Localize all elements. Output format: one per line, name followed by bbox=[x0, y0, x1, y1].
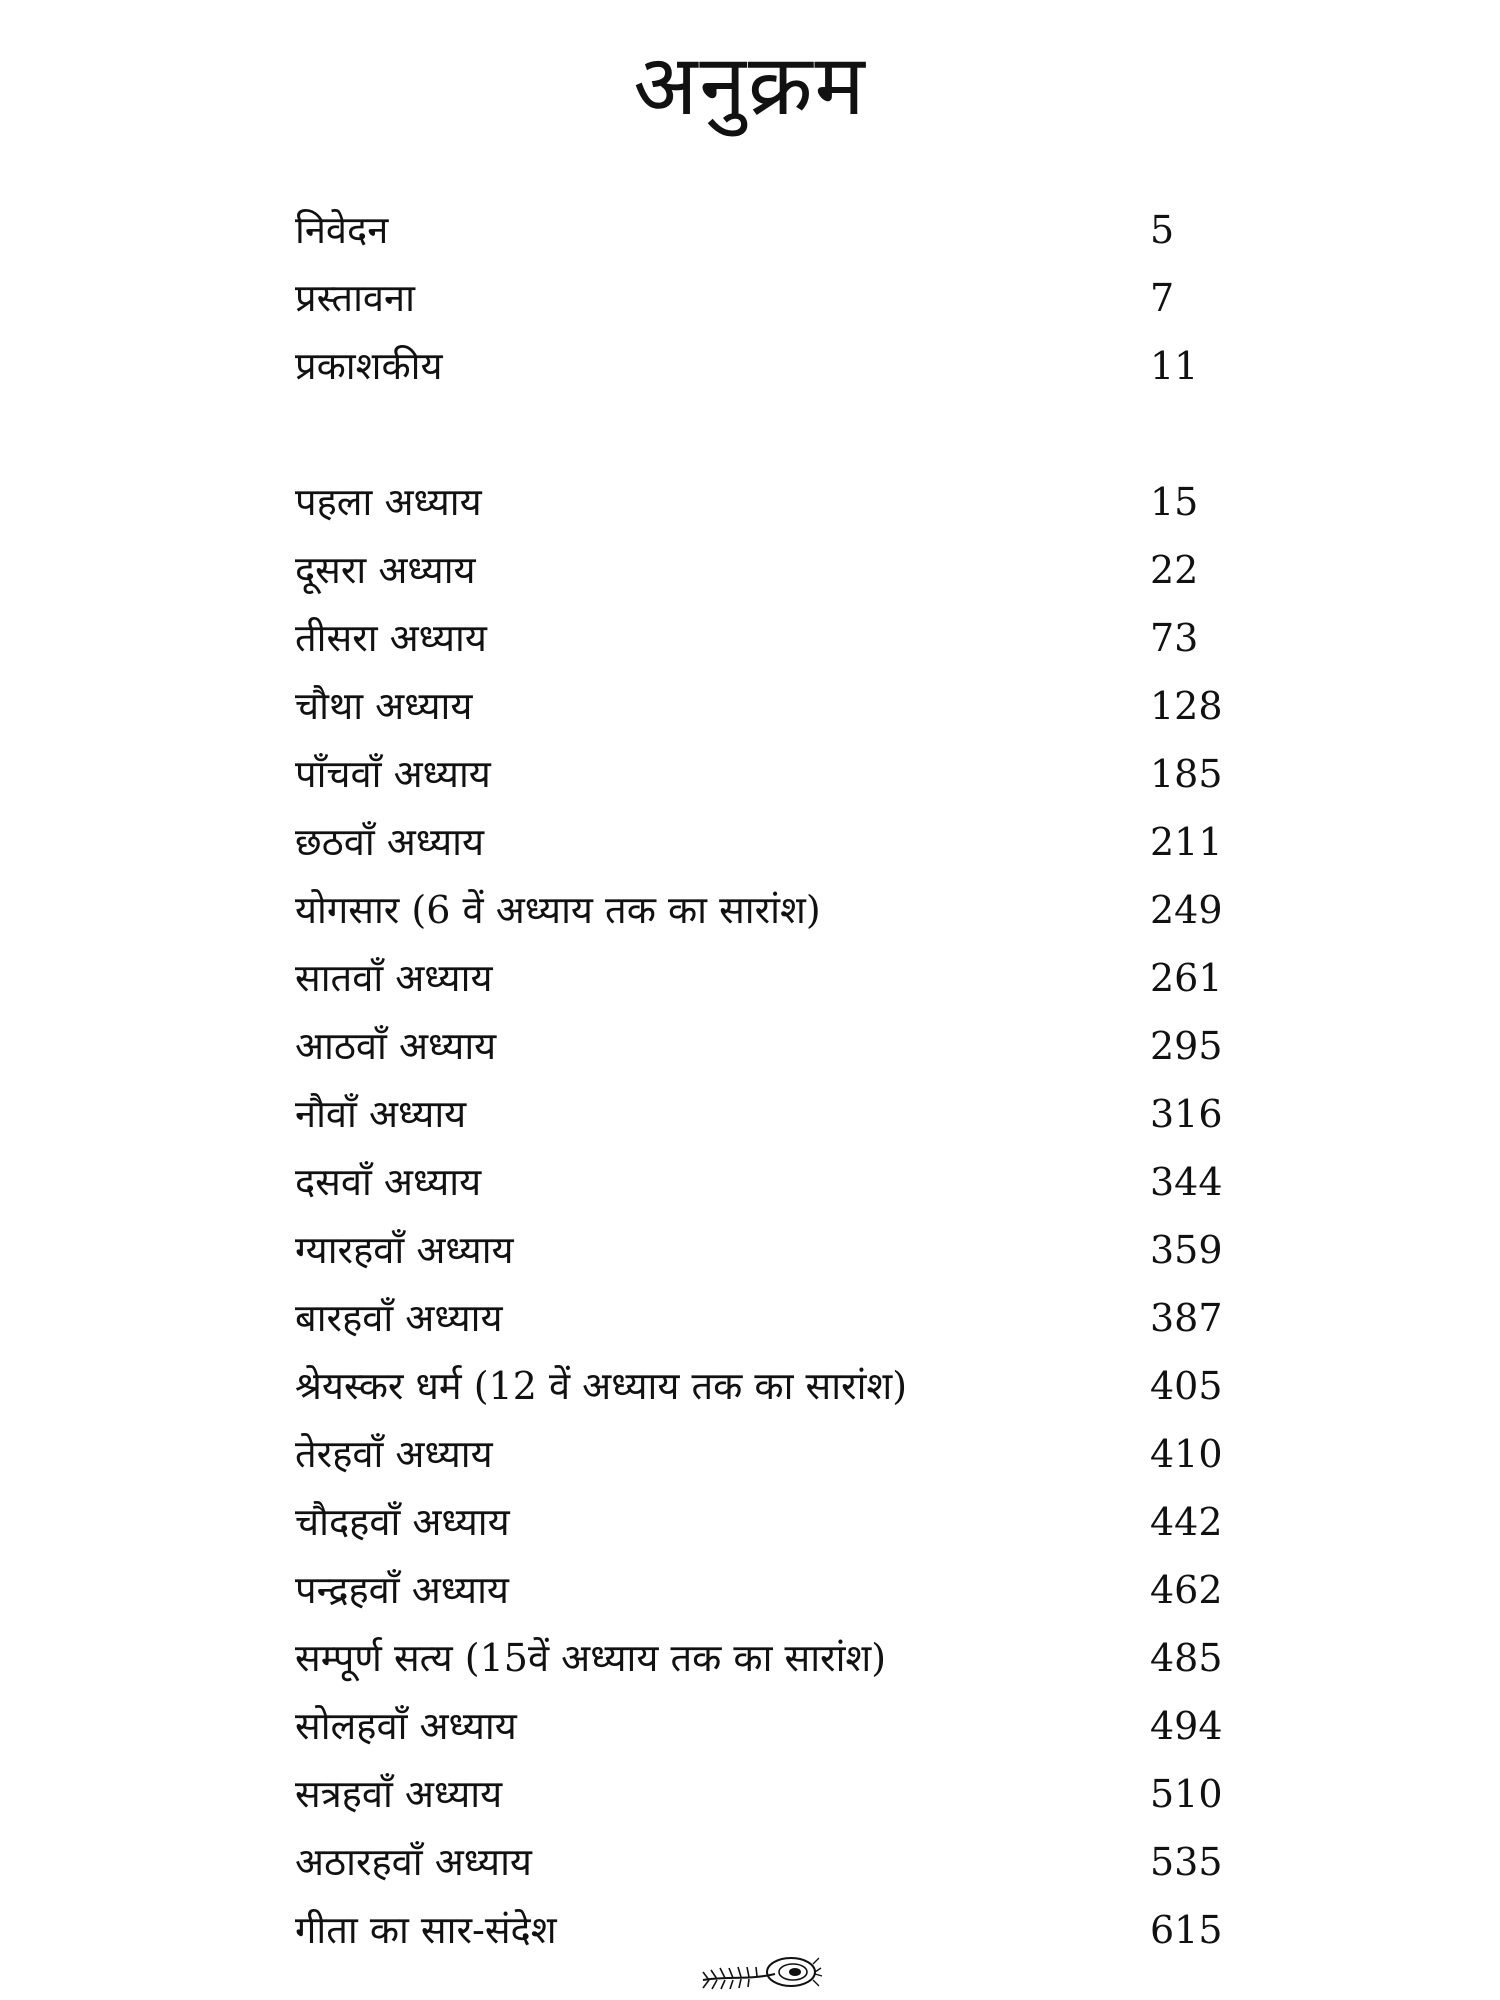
toc-entry-page-number: 344 bbox=[1150, 1160, 1223, 1204]
toc-entry-page-number: 410 bbox=[1150, 1432, 1223, 1476]
toc-entry-title: सातवाँ अध्याय bbox=[295, 956, 493, 1000]
toc-entry bbox=[295, 332, 1255, 400]
toc-entry-title: पाँचवाँ अध्याय bbox=[295, 752, 491, 796]
toc-entry-page-number: 494 bbox=[1150, 1704, 1223, 1748]
toc-entry bbox=[295, 944, 1255, 1012]
toc-entry bbox=[295, 1692, 1255, 1760]
toc-entry-title: आठवाँ अध्याय bbox=[295, 1024, 497, 1068]
toc-entry bbox=[295, 1148, 1255, 1216]
toc-entry-title: तेरहवाँ अध्याय bbox=[295, 1432, 493, 1476]
toc-entry-page-number: 405 bbox=[1150, 1364, 1223, 1408]
toc-entry-page-number: 22 bbox=[1150, 548, 1199, 592]
toc-entry-title: चौथा अध्याय bbox=[295, 684, 473, 728]
toc-entry-title: अठारहवाँ अध्याय bbox=[295, 1840, 532, 1884]
toc-entry-title: बारहवाँ अध्याय bbox=[295, 1296, 503, 1340]
toc-entry-page-number: 295 bbox=[1150, 1024, 1223, 1068]
toc-entry-title: सोलहवाँ अध्याय bbox=[295, 1704, 517, 1748]
toc-entry-title: निवेदन bbox=[295, 208, 389, 252]
toc-entry-title: तीसरा अध्याय bbox=[295, 616, 487, 660]
table-of-contents bbox=[295, 0, 1255, 2000]
toc-entry bbox=[295, 1488, 1255, 1556]
toc-entry bbox=[295, 1080, 1255, 1148]
toc-entry bbox=[295, 672, 1255, 740]
toc-entry-page-number: 442 bbox=[1150, 1500, 1223, 1544]
toc-entry-page-number: 485 bbox=[1150, 1636, 1223, 1680]
toc-entry-page-number: 15 bbox=[1150, 480, 1199, 524]
toc-entry-page-number: 5 bbox=[1150, 208, 1175, 252]
front-matter-list bbox=[295, 196, 1255, 400]
toc-entry bbox=[295, 604, 1255, 672]
toc-entry bbox=[295, 1624, 1255, 1692]
toc-entry-page-number: 211 bbox=[1150, 820, 1223, 864]
toc-entry-title: दूसरा अध्याय bbox=[295, 548, 476, 592]
toc-entry bbox=[295, 536, 1255, 604]
toc-entry bbox=[295, 1012, 1255, 1080]
toc-entry-title: पन्द्रहवाँ अध्याय bbox=[295, 1568, 509, 1612]
toc-entry bbox=[295, 468, 1255, 536]
toc-entry-page-number: 387 bbox=[1150, 1296, 1223, 1340]
toc-entry bbox=[295, 808, 1255, 876]
toc-entry bbox=[295, 876, 1255, 944]
toc-entry-page-number: 249 bbox=[1150, 888, 1223, 932]
toc-entry-title: छठवाँ अध्याय bbox=[295, 820, 485, 864]
toc-entry bbox=[295, 1352, 1255, 1420]
page-title: अनुक्रम bbox=[633, 36, 867, 134]
toc-entry bbox=[295, 196, 1255, 264]
toc-entry-page-number: 316 bbox=[1150, 1092, 1223, 1136]
toc-entry-page-number: 359 bbox=[1150, 1228, 1223, 1272]
toc-entry bbox=[295, 1760, 1255, 1828]
toc-entry-page-number: 7 bbox=[1150, 276, 1175, 320]
toc-entry bbox=[295, 264, 1255, 332]
toc-entry bbox=[295, 1828, 1255, 1896]
toc-entry-title: सम्पूर्ण सत्य (15वें अध्याय तक का सारांश) bbox=[295, 1636, 887, 1680]
toc-entry-title: श्रेयस्कर धर्म (12 वें अध्याय तक का सारांश) bbox=[295, 1364, 908, 1408]
toc-entry-title: प्रस्तावना bbox=[295, 276, 415, 320]
toc-entry-page-number: 261 bbox=[1150, 956, 1223, 1000]
peacock-feather-icon bbox=[695, 1950, 825, 1994]
toc-entry-title: चौदहवाँ अध्याय bbox=[295, 1500, 510, 1544]
toc-entry-title: नौवाँ अध्याय bbox=[295, 1092, 467, 1136]
toc-entry-page-number: 535 bbox=[1150, 1840, 1223, 1884]
chapter-list bbox=[295, 468, 1255, 1964]
toc-entry bbox=[295, 1216, 1255, 1284]
toc-entry-title: दसवाँ अध्याय bbox=[295, 1160, 482, 1204]
toc-entry-title: प्रकाशकीय bbox=[295, 344, 443, 388]
toc-entry bbox=[295, 1420, 1255, 1488]
toc-entry-page-number: 128 bbox=[1150, 684, 1223, 728]
toc-entry-title: पहला अध्याय bbox=[295, 480, 482, 524]
toc-entry bbox=[295, 1284, 1255, 1352]
toc-entry-page-number: 510 bbox=[1150, 1772, 1223, 1816]
toc-entry-page-number: 11 bbox=[1150, 344, 1199, 388]
toc-entry-page-number: 185 bbox=[1150, 752, 1223, 796]
toc-entry-title: सत्रहवाँ अध्याय bbox=[295, 1772, 503, 1816]
toc-entry-title: योगसार (6 वें अध्याय तक का सारांश) bbox=[295, 888, 821, 932]
toc-entry-page-number: 73 bbox=[1150, 616, 1199, 660]
toc-entry-page-number: 615 bbox=[1150, 1908, 1223, 1952]
toc-entry-title: गीता का सार-संदेश bbox=[295, 1908, 557, 1952]
toc-entry bbox=[295, 1556, 1255, 1624]
toc-entry-page-number: 462 bbox=[1150, 1568, 1223, 1612]
toc-entry bbox=[295, 740, 1255, 808]
toc-entry-title: ग्यारहवाँ अध्याय bbox=[295, 1228, 514, 1272]
